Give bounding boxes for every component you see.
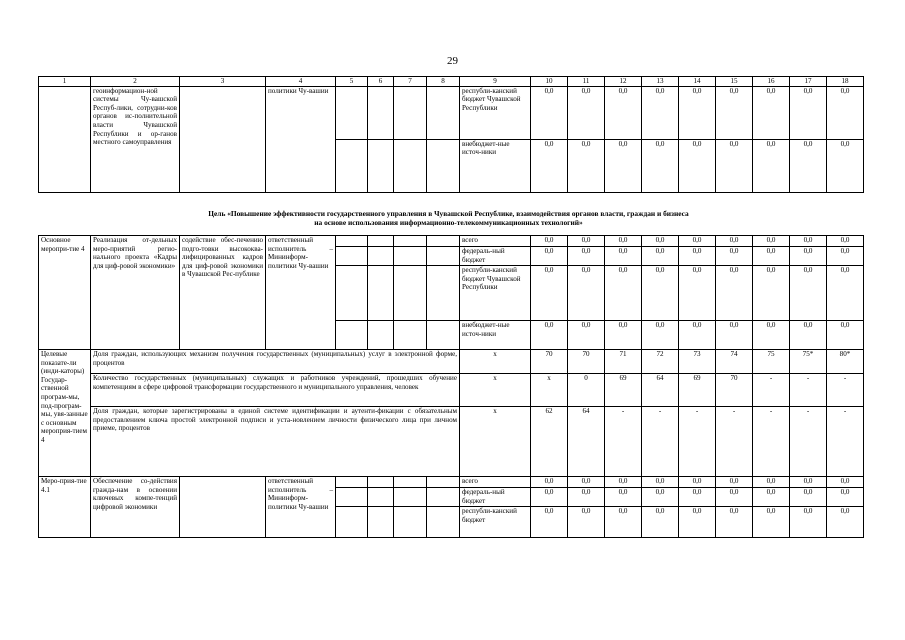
cell-value: 0,0 bbox=[790, 236, 827, 247]
cell-code bbox=[368, 321, 394, 350]
cell-value: 0,0 bbox=[568, 247, 605, 266]
cell-value: 0,0 bbox=[679, 477, 716, 488]
cell-value: 0,0 bbox=[753, 86, 790, 139]
cell-value: - bbox=[753, 407, 790, 477]
cell-value: 69 bbox=[605, 374, 642, 407]
cell-value: 0,0 bbox=[605, 236, 642, 247]
cell-value: 74 bbox=[716, 350, 753, 374]
cell-value: 0,0 bbox=[531, 477, 568, 488]
cell-value: 0,0 bbox=[827, 86, 864, 139]
cell-value: 0,0 bbox=[790, 86, 827, 139]
cell-code bbox=[368, 477, 394, 488]
cell-value: 0,0 bbox=[790, 488, 827, 507]
cell-value: 0,0 bbox=[568, 488, 605, 507]
cell-value: 71 bbox=[605, 350, 642, 374]
cell-value: 0,0 bbox=[605, 321, 642, 350]
cell-code bbox=[394, 507, 427, 538]
cell-value: - bbox=[753, 374, 790, 407]
cell-value: 0,0 bbox=[605, 488, 642, 507]
cell-value: 0 bbox=[568, 374, 605, 407]
cell-code bbox=[394, 86, 427, 139]
cell-funding-source: республи-канский бюджет Чувашской Республики bbox=[460, 86, 531, 139]
cell-value: 0,0 bbox=[827, 266, 864, 321]
cell-code bbox=[427, 139, 460, 192]
cell-executor: политики Чу-вашии bbox=[266, 86, 336, 192]
cell-code bbox=[427, 477, 460, 488]
cell-value: 0,0 bbox=[531, 86, 568, 139]
cell-value: 0,0 bbox=[827, 139, 864, 192]
cell-funding-source: внебюджет-ные источ-ники bbox=[460, 321, 531, 350]
column-number: 11 bbox=[568, 77, 605, 87]
cell-value: 0,0 bbox=[642, 321, 679, 350]
cell-code bbox=[427, 321, 460, 350]
cell-value: 0,0 bbox=[753, 266, 790, 321]
cell-value: 0,0 bbox=[568, 477, 605, 488]
cell-value: 0,0 bbox=[679, 139, 716, 192]
cell-value: 0,0 bbox=[716, 488, 753, 507]
cell-value: 69 bbox=[679, 374, 716, 407]
cell-indicator-text: Доля граждан, использующих механизм получения государственных (муниципальных) услуг в электронной форме, процентов bbox=[91, 350, 460, 374]
cell-value: 0,0 bbox=[827, 477, 864, 488]
cell-code bbox=[394, 247, 427, 266]
cell-value: 0,0 bbox=[716, 247, 753, 266]
cell-indicator-mark: х bbox=[460, 374, 531, 407]
cell-code bbox=[368, 247, 394, 266]
cell-funding-source: всего bbox=[460, 477, 531, 488]
cell-value: 0,0 bbox=[679, 507, 716, 538]
cell-code bbox=[427, 247, 460, 266]
cell-funding-source: республи-канский бюджет Чувашской Республики bbox=[460, 266, 531, 321]
cell-value: 75* bbox=[790, 350, 827, 374]
cell-code bbox=[368, 86, 394, 139]
table-row bbox=[39, 477, 864, 488]
table-row bbox=[39, 236, 864, 247]
cell-value: 0,0 bbox=[568, 236, 605, 247]
cell-code bbox=[336, 266, 368, 321]
cell-value: 0,0 bbox=[531, 488, 568, 507]
cell-value: 70 bbox=[568, 350, 605, 374]
table-row bbox=[39, 350, 864, 374]
table-row bbox=[39, 86, 864, 139]
cell-value: 0,0 bbox=[790, 321, 827, 350]
cell-value: 0,0 bbox=[531, 247, 568, 266]
cell-value: 0,0 bbox=[642, 236, 679, 247]
column-number-row bbox=[39, 77, 864, 87]
cell-value: 72 bbox=[642, 350, 679, 374]
cell-value: 64 bbox=[568, 407, 605, 477]
column-number: 18 bbox=[827, 77, 864, 87]
column-number: 15 bbox=[716, 77, 753, 87]
cell-code bbox=[394, 321, 427, 350]
cell-value: 0,0 bbox=[679, 266, 716, 321]
cell-value: - bbox=[716, 407, 753, 477]
cell-value: 0,0 bbox=[827, 236, 864, 247]
cell-code bbox=[336, 321, 368, 350]
cell-code bbox=[336, 139, 368, 192]
cell-code bbox=[368, 139, 394, 192]
cell-value: 64 bbox=[642, 374, 679, 407]
cell-value: 0,0 bbox=[531, 139, 568, 192]
cell-value: х bbox=[531, 374, 568, 407]
page-number: 29 bbox=[447, 55, 458, 67]
cell-value: 73 bbox=[679, 350, 716, 374]
cell-code bbox=[394, 266, 427, 321]
cell-code bbox=[336, 488, 368, 507]
cell-funding-source: федераль-ный бюджет bbox=[460, 488, 531, 507]
cell-value: 0,0 bbox=[531, 507, 568, 538]
cell-code bbox=[394, 477, 427, 488]
cell-indicator-text: Доля граждан, которые зарегистрированы в единой системе идентификации и аутенти-фикации с обязательным предоставлением ключа простой электронной подписи и уста-новлением личности физического лица при личном приеме, процентов bbox=[91, 407, 460, 477]
cell-value: 70 bbox=[531, 350, 568, 374]
column-number: 14 bbox=[679, 77, 716, 87]
cell-code bbox=[368, 507, 394, 538]
cell-value: 0,0 bbox=[531, 236, 568, 247]
table-row bbox=[39, 374, 864, 407]
cell-value: 0,0 bbox=[568, 321, 605, 350]
cell-value: 0,0 bbox=[568, 139, 605, 192]
cell-value: 0,0 bbox=[827, 321, 864, 350]
cell-code bbox=[427, 236, 460, 247]
cell-event-name: Основное меропри-тие 4 bbox=[39, 236, 91, 350]
cell-value: 0,0 bbox=[642, 86, 679, 139]
cell-value: - bbox=[827, 407, 864, 477]
cell-value: 0,0 bbox=[605, 139, 642, 192]
column-number: 12 bbox=[605, 77, 642, 87]
cell-code bbox=[336, 247, 368, 266]
column-number: 5 bbox=[336, 77, 368, 87]
cell-code bbox=[368, 266, 394, 321]
cell-value: 0,0 bbox=[679, 247, 716, 266]
cell-executor: ответственный исполнитель – Мининформ-политики Чу-вашии bbox=[266, 236, 336, 350]
column-number: 4 bbox=[266, 77, 336, 87]
goal-heading bbox=[38, 209, 859, 227]
cell-value: 0,0 bbox=[605, 266, 642, 321]
cell-value: 0,0 bbox=[716, 321, 753, 350]
cell-col3 bbox=[180, 86, 266, 192]
cell-value: 0,0 bbox=[716, 507, 753, 538]
cell-value: - bbox=[790, 407, 827, 477]
cell-value: 0,0 bbox=[642, 488, 679, 507]
cell-value: 0,0 bbox=[605, 86, 642, 139]
table-row bbox=[39, 407, 864, 477]
cell-value: 0,0 bbox=[753, 236, 790, 247]
column-number: 8 bbox=[427, 77, 460, 87]
cell-funding-source: федераль-ный бюджет bbox=[460, 247, 531, 266]
cell-value: 0,0 bbox=[790, 507, 827, 538]
cell-value: 0,0 bbox=[753, 321, 790, 350]
cell-indicators-label: Целевые показате-ли (инди-каторы) Государ-ственной програм-мы, под-програм-мы, увя-занные с основным мероприя-тием 4 bbox=[39, 350, 91, 477]
column-number: 7 bbox=[394, 77, 427, 87]
cell-code bbox=[427, 488, 460, 507]
cell-value: 0,0 bbox=[753, 488, 790, 507]
cell-value: 0,0 bbox=[568, 507, 605, 538]
cell-funding-source: республи-канский бюджет bbox=[460, 507, 531, 538]
cell-code bbox=[427, 86, 460, 139]
cell-value: 0,0 bbox=[605, 477, 642, 488]
cell-code bbox=[427, 507, 460, 538]
cell-value: 0,0 bbox=[605, 507, 642, 538]
cell-value: 0,0 bbox=[642, 139, 679, 192]
cell-event-description: Обеспечение со-действия гражда-нам в освоении ключевых компе-тенций цифровой экономики bbox=[91, 477, 180, 538]
cell-value: 0,0 bbox=[790, 247, 827, 266]
cell-indicator-mark: х bbox=[460, 407, 531, 477]
cell-value: 0,0 bbox=[716, 266, 753, 321]
cell-code bbox=[368, 488, 394, 507]
cell-value: 0,0 bbox=[827, 488, 864, 507]
cell-indicator-text: Количество государственных (муниципальных) служащих и работников учреждений, прошедших обучение компетенциям в сфере цифровой трансформации государственного и муниципального управления, человек bbox=[91, 374, 460, 407]
cell-value: 0,0 bbox=[642, 266, 679, 321]
cell-participants: геоинформацион-ной системы Чу-вашской Респуб-лики, сотрудни-ков органов ис-полнительной власти Чувашской Республики и ор-ганов местного самоуправления bbox=[91, 86, 180, 192]
column-number: 1 bbox=[39, 77, 91, 87]
cell-value: 75 bbox=[753, 350, 790, 374]
cell-value: 62 bbox=[531, 407, 568, 477]
cell-value: - bbox=[605, 407, 642, 477]
cell-value: 0,0 bbox=[679, 321, 716, 350]
cell-value: 0,0 bbox=[679, 488, 716, 507]
cell-value: 0,0 bbox=[642, 247, 679, 266]
cell-value: 0,0 bbox=[568, 266, 605, 321]
cell-executor: ответственный исполнитель – Мининформ-политики Чу-вашии bbox=[266, 477, 336, 538]
cell-value: 0,0 bbox=[531, 266, 568, 321]
cell-code bbox=[427, 266, 460, 321]
main-budget-table bbox=[38, 235, 864, 538]
cell-value: 0,0 bbox=[790, 139, 827, 192]
goal-line-2: на основе использования информационно-телекоммуникационных технологий» bbox=[314, 218, 583, 227]
cell-value: 0,0 bbox=[568, 86, 605, 139]
cell-value: 0,0 bbox=[753, 247, 790, 266]
column-number: 17 bbox=[790, 77, 827, 87]
cell-value: 0,0 bbox=[679, 86, 716, 139]
cell-col1 bbox=[39, 86, 91, 192]
cell-code bbox=[368, 236, 394, 247]
column-number: 9 bbox=[460, 77, 531, 87]
top-budget-table bbox=[38, 76, 864, 193]
cell-value: 0,0 bbox=[716, 139, 753, 192]
cell-value: 0,0 bbox=[642, 507, 679, 538]
cell-value: 0,0 bbox=[716, 477, 753, 488]
cell-value: 0,0 bbox=[679, 236, 716, 247]
cell-code bbox=[336, 236, 368, 247]
cell-event-goal: содействие обес-печению подго-товки высококва-лифицированных кадров для циф-ровой экономики в Чувашской Рес-публике bbox=[180, 236, 266, 350]
cell-code bbox=[336, 507, 368, 538]
cell-value: 0,0 bbox=[716, 236, 753, 247]
cell-value: 70 bbox=[716, 374, 753, 407]
cell-value: - bbox=[790, 374, 827, 407]
cell-value: 0,0 bbox=[642, 477, 679, 488]
cell-value: 0,0 bbox=[790, 477, 827, 488]
cell-value: 0,0 bbox=[716, 86, 753, 139]
column-number: 6 bbox=[368, 77, 394, 87]
cell-value: - bbox=[679, 407, 716, 477]
cell-code bbox=[394, 139, 427, 192]
cell-value: 80* bbox=[827, 350, 864, 374]
cell-value: 0,0 bbox=[753, 507, 790, 538]
cell-value: 0,0 bbox=[531, 321, 568, 350]
cell-value: - bbox=[827, 374, 864, 407]
cell-code bbox=[394, 488, 427, 507]
cell-value: 0,0 bbox=[827, 247, 864, 266]
cell-funding-source: всего bbox=[460, 236, 531, 247]
column-number: 10 bbox=[531, 77, 568, 87]
cell-indicator-mark: х bbox=[460, 350, 531, 374]
goal-line-1: Цель «Повышение эффективности государственного управления в Чувашской Республике, взаимодействия органов власти, граждан и бизнеса bbox=[208, 209, 689, 218]
cell-value: 0,0 bbox=[753, 139, 790, 192]
cell-funding-source: внебюджет-ные источ-ники bbox=[460, 139, 531, 192]
cell-value: 0,0 bbox=[790, 266, 827, 321]
cell-value: 0,0 bbox=[827, 507, 864, 538]
cell-event-description: Реализация от-дельных меро-приятий регио-нального проекта «Кадры для циф-ровой экономики» bbox=[91, 236, 180, 350]
cell-value: 0,0 bbox=[753, 477, 790, 488]
cell-event-name: Меро-прия-тие 4.1 bbox=[39, 477, 91, 538]
cell-value: 0,0 bbox=[605, 247, 642, 266]
column-number: 2 bbox=[91, 77, 180, 87]
cell-value: - bbox=[642, 407, 679, 477]
column-number: 3 bbox=[180, 77, 266, 87]
cell-code bbox=[336, 86, 368, 139]
cell-code bbox=[336, 477, 368, 488]
column-number: 13 bbox=[642, 77, 679, 87]
column-number: 16 bbox=[753, 77, 790, 87]
cell-event-goal bbox=[180, 477, 266, 538]
cell-code bbox=[394, 236, 427, 247]
